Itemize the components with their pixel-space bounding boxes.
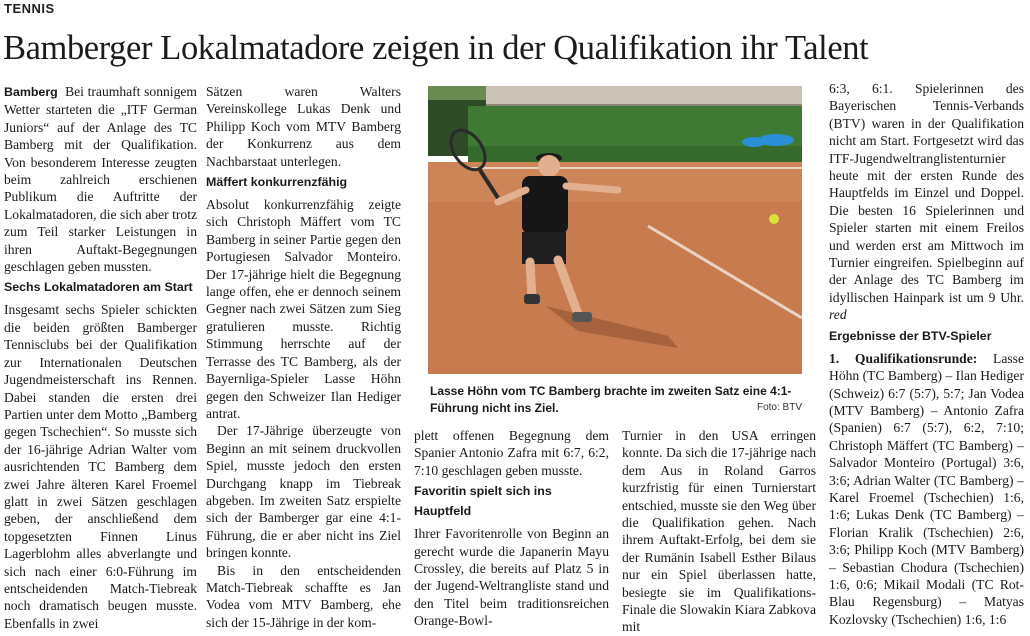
paragraph: Absolut konkurrenzfähig zeigte sich Christoph Mäffert vom TC Bamberg in seiner Partie gegen den Portugiesen Salvador Monteiro. Der 17-jährige hielt die Begegnung lange offen, ehe er dennoch seinem Gegner nach zwei Sätzen zum Sieg gratulieren musste. Richtig Stimmung herrschte auf der Terrasse des TC Bamberg, als der Bayernliga-Spieler Lasse Höhn gegen den Schweizer Ilan Hediger antrat.	[206, 197, 401, 421]
column-5	[829, 80, 1024, 628]
paragraph: plett offenen Begegnung dem Spanier Antonio Zafra mit 6:7, 6:2, 7:10 geschlagen geben musste.	[414, 428, 609, 478]
subhead-ergebnisse: Ergebnisse der BTV-Spieler	[829, 328, 992, 343]
article-photo	[428, 86, 802, 374]
dateline: Bamberg	[4, 85, 58, 99]
section-label: TENNIS	[4, 1, 55, 16]
photo-caption: Lasse Höhn vom TC Bamberg brachte im zweiten Satz eine 4:1-Führung nicht ins Ziel.	[430, 384, 792, 415]
paragraph	[829, 80, 1024, 324]
tennis-player-photo	[428, 86, 802, 374]
paragraph: Sätzen waren Walters Vereinskollege Lukas Denk und Philipp Koch vom MTV Bamberg der Konkurrenz aus dem Nachbarstaat unterlegen.	[206, 84, 401, 169]
column-4	[622, 427, 816, 636]
subhead-favoritin: Favoritin spielt sich ins Hauptfeld	[414, 484, 552, 519]
lead-text: Bei traumhaft sonnigem Wetter starteten die „ITF German Juniors“ auf der Anlage des TC Bamberg mit der Qualifikation. Von besonderem Interesse zeugten beim zahlreich erschienen Publikum die Auftritte der Lokalmatadoren, die sich aber trotz zum Teil starker Leistungen in ihren Auftakt-Begegnungen geschlagen geben mussten.	[4, 84, 197, 275]
subhead-sechs: Sechs Lokalmatadoren am Start	[4, 280, 193, 295]
paragraph: Der 17-Jährige überzeugte von Beginn an mit seinem druckvollen Spiel, musste jedoch den ersten Durchgang knapp im Tiebreak abgeben. Im zweiten Satz erspielte sich der Bamberger gar eine 4:1-Führung, die er aber nicht ins Ziel bringen konnte.	[206, 423, 401, 561]
subhead-maeffert: Mäffert konkurrenzfähig	[206, 175, 348, 190]
closing-text: 6:3, 6:1. Spielerinnen des Bayerischen Tennis-Verbands (BTV) waren in der Qualifikation nicht am Start. Fortgesetzt wird das ITF-Jugendweltranglistenturnier heute mit der ersten Runde des Hauptfelds im Einzel und Doppel. Die besten 16 Spielerinnen und Spieler starten mit einem Freilos und werden erst am Mittwoch im Turnier eingreifen. Spielbeginn auf der Anlage des TC Bamberg im idyllischen Hainpark ist um 9 Uhr.	[829, 81, 1024, 305]
article-headline: Bamberger Lokalmatadore zeigen in der Qualifikation ihr Talent	[3, 29, 869, 67]
results-paragraph	[829, 350, 1024, 629]
column-1	[4, 83, 197, 632]
paragraph: Ihrer Favoritenrolle von Beginn an gerecht wurde die Japanerin Mayu Crossley, die bereits auf Platz 5 in der Jugend-Weltrangliste stand und den Titel beim traditionsreichen Orange-Bowl-	[414, 526, 609, 629]
results-text: Lasse Höhn (TC Bamberg) – Ilan Hediger (Schweiz) 6:7 (5:7), 5:7; Jan Vodea (MTV Bamberg) – Antonio Zafra (Spanien) 6:7 (5:7), 6:2, 7:10; Christoph Mäffert (TC Bamberg) – Salvador Monteiro (Portugal) 3:6, 3:6; Adrian Walter (TC Bamberg) – Karel Froemel (Tschechien) 1:6, 1:6; Lukas Denk (TC Bamberg) – Florian Kralik (Tschechien) 2:6, 3:6; Philipp Koch (MTV Bamberg) – Sebastian Chodura (Tschechien) 1:6, 0:6; Mikail Modali (TC Rot-Blau Regensburg) – Matyas Kozlovsky (Tschechien) 1:6, 1:6	[829, 350, 1024, 627]
round-label: 1. Qualifikationsrunde:	[829, 350, 978, 366]
paragraph: Bis in den entscheidenden Match-Tiebreak schaffte es Jan Vodea vom MTV Bamberg, ehe sich der 15-Jährige in der kom-	[206, 562, 401, 630]
paragraph: Insgesamt sechs Spieler schickten die beiden größten Bamberger Tennisclubs bei der Qualifikation zur Internationalen Deutschen Jugendmeisterschaft ins Rennen. Dabei standen die ersten drei Partien unter dem Motto „Bamberg gegen Tschechien“. So musste sich der 16-jährige Adrian Walter vom ausrichtenden TC Bamberg dem zwei Jahre älteren Karel Froemel glatt in zwei Sätzen geschlagen geben, der anschließend dem topgesetzten Finnen Linus Lagerblohm alles abverlangte und sich nach einer 6:0-Führung im entscheidenden Match-Tiebreak noch dramatisch beugen musste. Ebenfalls in zwei	[4, 302, 197, 631]
paragraph: Turnier in den USA erringen konnte. Da sich die 17-jährige nach dem Aus in Roland Garros kurzfristig für einen Turnierstart entschied, musste sie den Weg über die Qualifikation gehen. Nach ihrem Auftakt-Erfolg, bei dem sie der Rumänin Isabell Esther Bilaus nur ein Spiel überlassen hatte, besiegte sie im Qualifikations-Finale die Slowakin Kiara Zabkova mit	[622, 428, 816, 635]
photo-credit: Foto: BTV	[756, 402, 802, 413]
column-2	[206, 83, 401, 631]
author-tag: red	[829, 307, 847, 323]
column-3	[414, 427, 609, 630]
lead-paragraph	[4, 83, 197, 275]
